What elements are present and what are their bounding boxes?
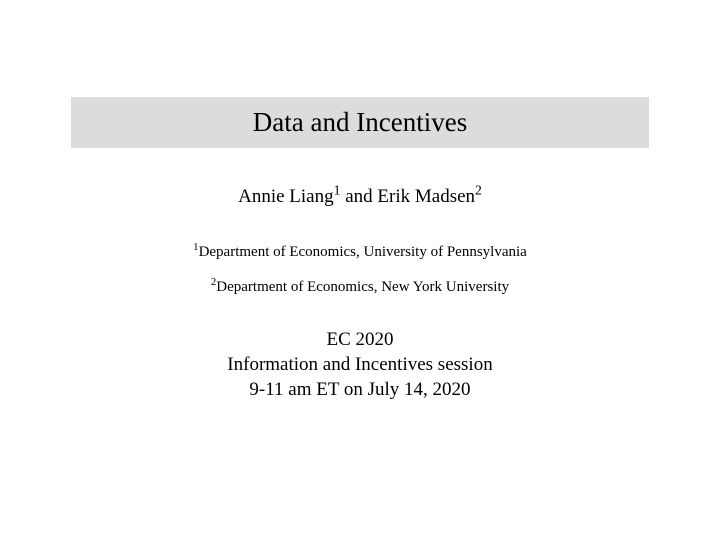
affiliation-mark-2: 2 <box>210 276 217 289</box>
author-joiner: and <box>340 186 378 207</box>
author-affiliation-mark-1: 1 <box>333 182 341 198</box>
event-session: Information and Incentives session <box>227 354 493 375</box>
event-name: EC 2020 <box>326 329 394 350</box>
affiliation-text-1: Department of Economics, University of Pennsylvania <box>198 244 527 260</box>
event-time: 9-11 am ET on July 14, 2020 <box>249 379 471 400</box>
author-affiliation-mark-2: 2 <box>475 182 482 198</box>
author-name-1: Annie Liang <box>238 186 334 207</box>
affiliation-mark-1: 1 <box>193 241 199 254</box>
author-name-2: Erik Madsen <box>377 186 476 207</box>
affiliation-2 <box>0 278 720 296</box>
affiliation-1 <box>0 243 720 261</box>
slide-title: Data and Incentives <box>252 107 468 137</box>
affiliation-text-2: Department of Economics, New York University <box>216 279 510 295</box>
author-line <box>0 182 720 209</box>
event-info <box>0 327 720 402</box>
title-bar <box>71 97 649 148</box>
